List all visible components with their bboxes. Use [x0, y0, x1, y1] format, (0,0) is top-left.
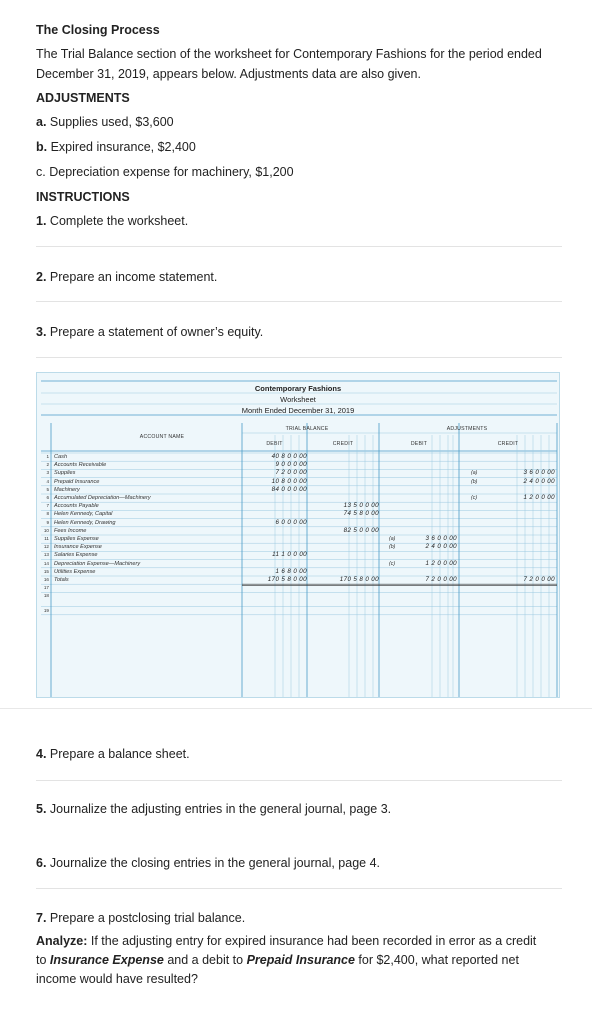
row-number: 3	[46, 470, 49, 476]
adjustment-text: Expired insurance, $2,400	[50, 140, 196, 154]
instruction-1	[36, 213, 188, 229]
worksheet-row	[37, 469, 560, 477]
instruction-number: 4.	[36, 747, 47, 761]
worksheet-row	[37, 576, 560, 584]
tb-debit-header: DEBIT	[266, 441, 283, 447]
worksheet-doc: Worksheet	[280, 395, 316, 404]
instruction-text: Prepare a balance sheet.	[49, 747, 190, 761]
instruction-number: 6.	[36, 856, 47, 870]
adjustment-item-a	[36, 114, 174, 130]
trial-balance-header: TRIAL BALANCE	[285, 426, 329, 432]
intro-paragraph: The Trial Balance section of the worksheet for Contemporary Fashions for the period ended December 31, 2019, appears below. Adjustments data are also given.	[36, 47, 542, 81]
row-number: 19	[43, 607, 49, 613]
tb-credit-amount: 13 5 0 0 00	[343, 502, 379, 510]
instruction-text: Journalize the closing entries in the general journal, page 4.	[49, 856, 380, 870]
worksheet-row	[37, 453, 560, 461]
row-number: 7	[46, 503, 49, 509]
analyze-term: Insurance Expense	[49, 953, 164, 967]
adjustment-text: Supplies used, $3,600	[49, 115, 174, 129]
instruction-text: Prepare a postclosing trial balance.	[49, 911, 246, 925]
account-name: Salaries Expense	[54, 552, 98, 559]
adj-debit-amount: 3 6 0 0 00	[425, 535, 457, 542]
adj-credit-key: (b)	[471, 478, 478, 485]
instruction-number: 5.	[36, 802, 47, 816]
account-name: Accounts Receivable	[54, 462, 107, 469]
account-name: Helen Kennedy, Capital	[54, 511, 113, 518]
account-name: Totals	[54, 577, 69, 583]
worksheet-row	[37, 478, 560, 486]
account-name: Prepaid Insurance	[54, 478, 100, 485]
instruction-number: 2.	[36, 270, 47, 284]
worksheet-row	[37, 584, 560, 592]
row-number: 6	[46, 495, 49, 500]
worksheet-period: Month Ended December 31, 2019	[241, 406, 355, 415]
account-name: Fees Income	[54, 527, 87, 534]
worksheet-row	[37, 494, 560, 502]
row-number: 15	[43, 568, 49, 574]
adjustment-text: Depreciation expense for machinery, $1,200	[49, 165, 294, 179]
account-name: Supplies Expense	[54, 536, 99, 542]
adj-debit-amount: 1 2 0 0 00	[425, 559, 457, 567]
analyze-text: If the adjusting entry for expired insurance had been recorded in error as a credit to	[36, 934, 537, 967]
worksheet-row	[37, 543, 560, 551]
worksheet-row	[37, 592, 560, 600]
adj-debit-amount: 7 2 0 0 00	[425, 576, 457, 583]
instruction-number: 3.	[36, 325, 47, 339]
row-number: 4	[46, 478, 49, 484]
row-number: 5	[46, 486, 49, 492]
adj-debit-key: (b)	[389, 544, 396, 551]
instruction-text: Prepare an income statement.	[49, 270, 218, 284]
worksheet-row	[37, 461, 560, 469]
row-number: 11	[44, 536, 49, 541]
row-number: 10	[43, 527, 49, 533]
tb-credit-header: CREDIT	[332, 441, 354, 447]
tb-debit-amount: 84 0 0 0 00	[271, 485, 307, 493]
adj-debit-key: (a)	[389, 536, 396, 542]
row-number: 8	[46, 511, 49, 517]
row-number: 13	[43, 552, 49, 558]
adj-credit-key: (a)	[471, 470, 478, 477]
adj-debit-amount: 2 4 0 0 00	[425, 543, 457, 551]
tb-debit-amount: 6 0 0 0 00	[275, 518, 307, 526]
worksheet-row	[37, 560, 560, 568]
worksheet-row	[37, 486, 560, 494]
instruction-text: Prepare a statement of owner’s equity.	[49, 325, 264, 339]
row-number: 12	[43, 544, 49, 550]
divider	[36, 780, 562, 781]
account-name: Utilities Expense	[54, 568, 96, 575]
instructions-heading: INSTRUCTIONS	[36, 190, 130, 204]
row-number: 16	[43, 577, 49, 582]
row-number: 17	[43, 585, 49, 591]
adj-credit-amount: 2 4 0 0 00	[523, 477, 555, 485]
instruction-4	[36, 746, 190, 762]
instruction-number: 1.	[36, 214, 47, 228]
divider	[36, 888, 562, 889]
instruction-text: Journalize the adjusting entries in the general journal, page 3.	[49, 802, 392, 816]
instruction-7	[36, 910, 245, 926]
adj-credit-amount: 1 2 0 0 00	[523, 494, 555, 501]
instruction-2	[36, 269, 217, 285]
row-number: 18	[43, 593, 49, 599]
adjustment-letter: c.	[36, 165, 46, 179]
worksheet-company: Contemporary Fashions	[254, 384, 342, 393]
worksheet-row	[37, 568, 560, 576]
tb-credit-amount: 74 5 8 0 00	[343, 510, 379, 518]
tb-credit-amount: 170 5 8 0 00	[339, 576, 379, 583]
account-name: Helen Kennedy, Drawing	[54, 519, 116, 526]
instruction-6	[36, 855, 380, 871]
divider	[36, 357, 562, 358]
worksheet-row	[37, 519, 560, 527]
instruction-3	[36, 324, 263, 340]
row-number: 9	[46, 519, 49, 525]
row-number: 2	[46, 462, 49, 468]
account-name: Depreciation Expense—Machinery	[54, 560, 141, 567]
analyze-text: and a debit to	[163, 953, 247, 967]
divider	[36, 301, 562, 302]
instruction-text: Complete the worksheet.	[49, 214, 189, 228]
account-name: Insurance Expense	[54, 544, 102, 551]
account-name: Cash	[54, 454, 68, 460]
account-name-header: ACCOUNT NAME	[139, 434, 185, 440]
row-number: 14	[43, 560, 49, 566]
worksheet-row	[37, 607, 560, 615]
tb-debit-amount: 40 8 0 0 00	[271, 453, 307, 460]
worksheet-row	[37, 502, 560, 510]
instruction-number: 7.	[36, 911, 47, 925]
tb-debit-amount: 170 5 8 0 00	[267, 576, 307, 583]
tb-debit-amount: 9 0 0 0 00	[275, 461, 307, 469]
row-number: 1	[46, 454, 49, 459]
adjustments-header: ADJUSTMENTS	[446, 426, 488, 432]
card-top-border	[0, 708, 592, 709]
account-name: Machinery	[54, 486, 80, 493]
account-name: Supplies	[54, 470, 76, 477]
adjustment-letter: b.	[36, 140, 48, 154]
worksheet-row	[37, 551, 560, 559]
analyze-text: for $2,400, what reported net income would have resulted?	[36, 953, 519, 986]
instruction-5	[36, 801, 391, 817]
adjustment-letter: a.	[36, 115, 47, 129]
adj-debit-key: (c)	[389, 560, 396, 567]
tb-debit-amount: 11 1 0 0 00	[272, 551, 307, 559]
analyze-paragraph	[36, 932, 546, 989]
adjustment-item-b	[36, 139, 196, 155]
tb-debit-amount: 1 6 8 0 00	[275, 567, 307, 575]
adj-debit-header: DEBIT	[410, 441, 428, 447]
tb-credit-amount: 82 5 0 0 00	[343, 526, 379, 534]
divider	[36, 246, 562, 247]
adjustments-heading: ADJUSTMENTS	[36, 91, 130, 105]
adj-credit-amount: 7 2 0 0 00	[523, 576, 555, 583]
worksheet-row	[37, 535, 560, 543]
tb-debit-amount: 10 8 0 0 00	[271, 477, 307, 485]
account-name: Accumulated Depreciation—Machinery	[54, 495, 151, 501]
worksheet-figure	[36, 372, 560, 698]
adj-credit-amount: 3 6 0 0 00	[523, 469, 555, 477]
tb-debit-amount: 7 2 0 0 00	[275, 469, 307, 477]
page-title: The Closing Process	[36, 23, 160, 37]
worksheet-row	[37, 510, 560, 518]
analyze-term: Prepaid Insurance	[246, 953, 355, 967]
adj-credit-key: (c)	[471, 495, 478, 501]
analyze-label: Analyze:	[36, 934, 88, 948]
worksheet-row	[37, 527, 560, 535]
adj-credit-header: CREDIT	[497, 441, 519, 447]
adjustment-item-c	[36, 164, 294, 180]
account-name: Accounts Payable	[54, 503, 99, 510]
